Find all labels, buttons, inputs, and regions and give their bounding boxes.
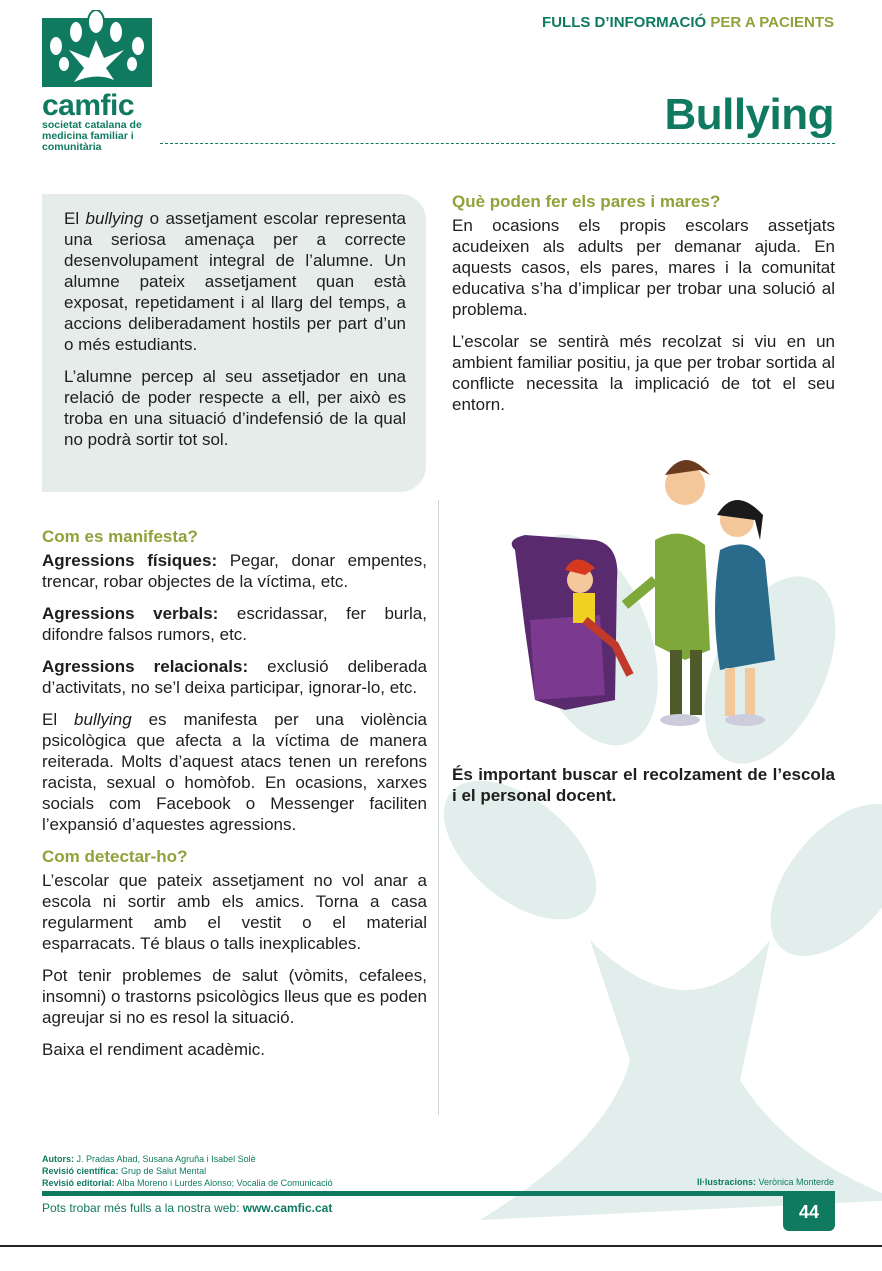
credit-editorial: Revisió editorial: Alba Moreno i Lurdes Alonso; Vocalia de Comunicació xyxy=(42,1178,333,1188)
logo-subtitle-2: medicina familiar i xyxy=(42,130,134,142)
page-title: Bullying xyxy=(664,90,834,139)
column-divider xyxy=(438,500,439,1115)
credits xyxy=(42,1153,333,1189)
logo-name: camfic xyxy=(42,89,135,122)
web-link[interactable]: www.camfic.cat xyxy=(242,1201,333,1215)
important-note: És important buscar el recolzament de l’escola i el personal docent. xyxy=(452,765,835,805)
manifesta-item: Agressions relacionals: exclusió deliberada d’activitats, no se’l deixa participar, ignorar-lo, etc. xyxy=(42,657,427,697)
family-illustration xyxy=(505,430,795,730)
heading-que-poden-fer: Què poden fer els pares i mares? xyxy=(452,192,721,211)
right-column xyxy=(452,191,835,426)
intro-text xyxy=(64,208,406,461)
page-bottom-rule xyxy=(0,1245,882,1247)
heading-com-es-manifesta: Com es manifesta? xyxy=(42,527,198,546)
credit-scientific: Revisió científica: Grup de Salut Mental xyxy=(42,1166,207,1176)
header-divider xyxy=(160,143,835,144)
intro-paragraph-1: El bullying o assetjament escolar representa una seriosa amenaça per a correcte desenvolupament integral de l’alumne. Un alumne pateix assetjament quan està exposat, repetidament i al llarg del temps, a accions deliberadament hostils per part d’un o més estudiants. xyxy=(64,209,406,354)
credit-illustrations: Il·lustracions: Verònica Monterde xyxy=(696,1177,834,1187)
series-title xyxy=(542,14,834,31)
pares-paragraph: L’escolar se sentirà més recolzat si viu en un ambient familiar positiu, ja que per trobar sortida al conflicte necessita la implicació de tot el seu entorn. xyxy=(452,332,835,414)
camfic-logo xyxy=(34,10,159,153)
logo-subtitle-1: societat catalana de xyxy=(42,119,142,131)
series-title-b: PER A PACIENTS xyxy=(710,14,834,31)
manifesta-item: Agressions verbals: escridassar, fer burla, difondre falsos rumors, etc. xyxy=(42,604,427,644)
logo-subtitle-3: comunitària xyxy=(42,141,102,153)
footer-web: Pots trobar més fulls a la nostra web: www.camfic.cat xyxy=(42,1201,333,1215)
footer-bar xyxy=(42,1191,835,1196)
pares-paragraph: En ocasions els propis escolars assetjats acudeixen als adults per demanar ajuda. En aquests casos, els pares, mares i la comunitat educativa s’ha d’implicar per trobar una solució al problema. xyxy=(452,216,835,319)
heading-com-detectar: Com detectar-ho? xyxy=(42,847,188,866)
tree-logo-icon xyxy=(34,10,159,87)
detectar-paragraph: Baixa el rendiment acadèmic. xyxy=(42,1040,266,1059)
page-number: 44 xyxy=(783,1196,835,1231)
detectar-paragraph: L’escolar que pateix assetjament no vol anar a escola ni sortir amb els amics. Torna a casa regularment amb el vestit o el material esparracats. Té blaus o talls inexplicables. xyxy=(42,871,427,953)
detectar-paragraph: Pot tenir problemes de salut (vòmits, cefalees, insomni) o trastorns psicològics lleus que es poden agreujar si no es resol la situació. xyxy=(42,966,427,1027)
left-column xyxy=(42,526,427,1071)
manifesta-item: Agressions físiques: Pegar, donar empentes, trencar, robar objectes de la víctima, etc. xyxy=(42,551,427,591)
series-title-a: FULLS D’INFORMACIÓ xyxy=(542,14,711,31)
manifesta-paragraph: El bullying es manifesta per una violència psicològica que afecta a la víctima de manera reiterada. Molts d’aquest atacs tenen un rerefons racista, sexual o homòfob. En ocasions, xarxes socials com Facebook o Messenger faciliten l’expansió d’aquestes agressions. xyxy=(42,710,427,834)
intro-paragraph-2: L’alumne percep al seu assetjador en una relació de poder respecte a ell, per això es troba en una situació d’indefensió de la qual no podrà sortir tot sol. xyxy=(64,367,406,449)
credit-authors: Autors: J. Pradas Abad, Susana Agruña i Isabel Solè xyxy=(42,1154,256,1164)
